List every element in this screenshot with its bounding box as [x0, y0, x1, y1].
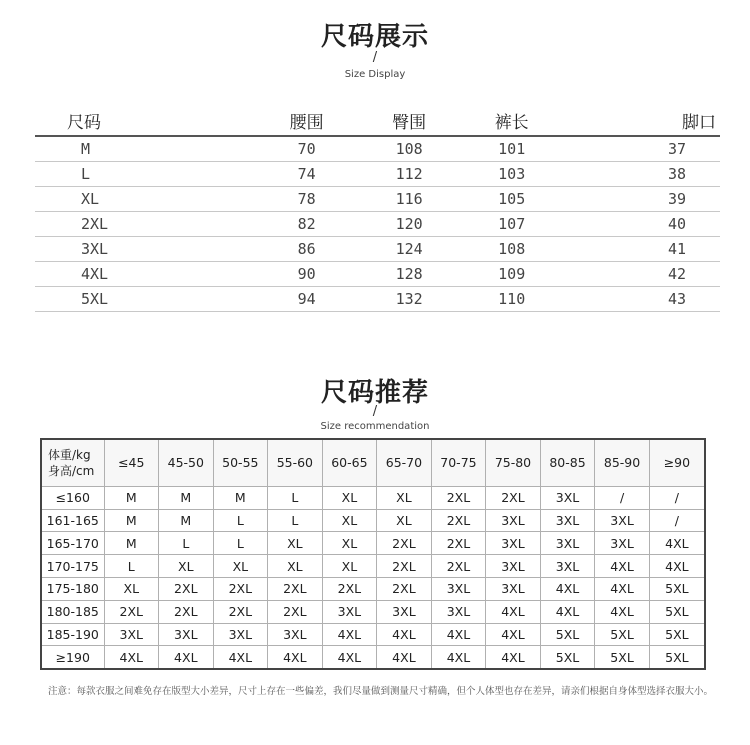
size-recommend-cell: 3XL [486, 555, 541, 578]
column-header: 腰围 [255, 105, 358, 136]
weight-header-cell: ≤45 [104, 440, 159, 486]
table-row [35, 237, 720, 262]
size-recommend-cell: 2XL [431, 555, 486, 578]
measure-cell: 101 [460, 136, 563, 162]
measure-cell: 43 [563, 287, 720, 312]
weight-header-row [42, 440, 704, 486]
size-recommend-cell: L [268, 509, 323, 532]
size-cell: 4XL [35, 262, 255, 287]
height-header-cell: 170-175 [42, 555, 104, 578]
table-row [35, 212, 720, 237]
size-recommend-cell: M [159, 486, 214, 509]
size-recommend-cell: 3XL [540, 486, 595, 509]
measure-cell: 90 [255, 262, 358, 287]
measure-cell: 112 [358, 162, 461, 187]
measure-cell: 37 [563, 136, 720, 162]
measure-cell: 40 [563, 212, 720, 237]
size-recommend-cell: 4XL [322, 623, 377, 646]
weight-header-cell: 65-70 [377, 440, 432, 486]
size-recommend-cell: 5XL [595, 646, 650, 668]
table-header-row [35, 105, 720, 136]
size-recommend-cell: 3XL [540, 532, 595, 555]
size-recommend-cell: 5XL [540, 623, 595, 646]
size-recommend-cell: 2XL [268, 600, 323, 623]
size-display-table [35, 105, 720, 312]
size-recommend-cell: 5XL [649, 578, 704, 601]
size-recommend-cell: 3XL [595, 532, 650, 555]
weight-header-cell: 60-65 [322, 440, 377, 486]
size-recommend-cell: M [159, 509, 214, 532]
size-recommend-cell: 5XL [649, 623, 704, 646]
size-recommend-cell: XL [104, 578, 159, 601]
size-recommend-cell: XL [322, 486, 377, 509]
measure-cell: 39 [563, 187, 720, 212]
height-header-cell: 175-180 [42, 578, 104, 601]
size-recommend-cell: XL [268, 555, 323, 578]
size-recommend-cell: 2XL [159, 578, 214, 601]
size-recommend-cell: 4XL [104, 646, 159, 668]
size-recommend-cell: 4XL [595, 600, 650, 623]
size-recommend-cell: M [104, 532, 159, 555]
size-recommend-cell: 4XL [649, 532, 704, 555]
measure-cell: 42 [563, 262, 720, 287]
size-recommend-cell: 4XL [377, 646, 432, 668]
size-recommend-cell: XL [268, 532, 323, 555]
size-recommend-cell: 2XL [431, 532, 486, 555]
size-recommend-cell: 2XL [431, 509, 486, 532]
size-note: 注意：每款衣服之间难免存在版型大小差异，尺寸上存在一些偏差，我们尽量做到测量尺寸精确，但个人体型也存在差异，请亲们根据自身体型选择衣服大小。 [48, 686, 714, 697]
size-recommend-cell: M [104, 486, 159, 509]
size-recommend-cell: XL [322, 509, 377, 532]
size-recommend-cell: 2XL [104, 600, 159, 623]
measure-cell: 128 [358, 262, 461, 287]
table-row [42, 555, 704, 578]
size-recommend-cell: M [104, 509, 159, 532]
size-recommend-cell: 3XL [159, 623, 214, 646]
size-recommend-cell: XL [322, 555, 377, 578]
size-recommend-cell: XL [322, 532, 377, 555]
size-recommend-cell: XL [377, 486, 432, 509]
size-recommend-cell: / [649, 509, 704, 532]
column-header: 臀围 [358, 105, 461, 136]
size-recommend-cell: 3XL [377, 600, 432, 623]
measure-cell: 132 [358, 287, 461, 312]
size-recommend-cell: 3XL [104, 623, 159, 646]
weight-header-cell: 80-85 [540, 440, 595, 486]
table-row [42, 600, 704, 623]
size-cell: 2XL [35, 212, 255, 237]
size-recommend-cell: 4XL [322, 646, 377, 668]
weight-header-cell: 70-75 [431, 440, 486, 486]
weight-header-cell: ≥90 [649, 440, 704, 486]
size-recommend-cell: XL [377, 509, 432, 532]
size-recommend-cell: 2XL [431, 486, 486, 509]
size-recommend-cell: XL [213, 555, 268, 578]
height-header-cell: ≥190 [42, 646, 104, 668]
table-row [42, 578, 704, 601]
measure-cell: 103 [460, 162, 563, 187]
size-recommend-cell: 4XL [486, 600, 541, 623]
table-row [42, 646, 704, 668]
size-recommend-cell: 2XL [268, 578, 323, 601]
measure-cell: 110 [460, 287, 563, 312]
table-row [42, 532, 704, 555]
size-recommend-subtitle: Size recommendation [320, 421, 430, 432]
size-cell: M [35, 136, 255, 162]
measure-cell: 116 [358, 187, 461, 212]
size-recommend-cell: 5XL [595, 623, 650, 646]
measure-cell: 38 [563, 162, 720, 187]
size-recommend-cell: 4XL [595, 555, 650, 578]
measure-cell: 107 [460, 212, 563, 237]
size-recommend-cell: 3XL [486, 532, 541, 555]
weight-header-cell: 45-50 [159, 440, 214, 486]
size-recommend-cell: / [649, 486, 704, 509]
table-row [35, 287, 720, 312]
size-recommend-cell: 3XL [322, 600, 377, 623]
table-row [35, 136, 720, 162]
size-recommend-cell: L [268, 486, 323, 509]
height-header-cell: 165-170 [42, 532, 104, 555]
size-cell: L [35, 162, 255, 187]
table-row [42, 623, 704, 646]
size-recommend-cell: 3XL [268, 623, 323, 646]
size-recommend-cell: 3XL [486, 509, 541, 532]
measure-cell: 105 [460, 187, 563, 212]
size-recommend-title: 尺码推荐 [320, 378, 429, 408]
size-recommend-cell: 3XL [540, 509, 595, 532]
size-recommend-table [42, 440, 704, 668]
column-header: 脚口 [563, 105, 720, 136]
table-row [42, 509, 704, 532]
size-recommend-cell: 5XL [649, 646, 704, 668]
measure-cell: 78 [255, 187, 358, 212]
height-header-cell: ≤160 [42, 486, 104, 509]
size-recommend-cell: 3XL [486, 578, 541, 601]
column-header: 裤长 [460, 105, 563, 136]
size-display-slash: / [372, 50, 378, 65]
size-recommend-cell: L [104, 555, 159, 578]
size-recommend-cell: 2XL [322, 578, 377, 601]
height-header-cell: 180-185 [42, 600, 104, 623]
measure-cell: 94 [255, 287, 358, 312]
size-recommend-cell: 4XL [540, 578, 595, 601]
size-recommend-cell: L [159, 532, 214, 555]
measure-cell: 120 [358, 212, 461, 237]
size-recommend-cell: 4XL [595, 578, 650, 601]
size-recommend-table-frame [40, 438, 706, 670]
measure-cell: 108 [460, 237, 563, 262]
size-recommend-cell: 4XL [649, 555, 704, 578]
size-cell: 5XL [35, 287, 255, 312]
size-recommend-cell: L [213, 509, 268, 532]
column-header: 尺码 [35, 105, 255, 136]
size-recommend-cell: / [595, 486, 650, 509]
size-display-subtitle: Size Display [344, 69, 406, 80]
table-row [35, 262, 720, 287]
size-cell: 3XL [35, 237, 255, 262]
size-recommend-cell: 3XL [213, 623, 268, 646]
weight-axis-label: 体重/kg [48, 447, 91, 462]
weight-header-cell: 50-55 [213, 440, 268, 486]
size-recommend-cell: 2XL [377, 532, 432, 555]
size-recommend-slash: / [372, 404, 378, 419]
size-recommend-cell: 5XL [540, 646, 595, 668]
size-recommend-cell: 4XL [431, 646, 486, 668]
size-recommend-cell: 2XL [213, 578, 268, 601]
table-row [35, 187, 720, 212]
size-recommend-cell: 4XL [486, 623, 541, 646]
size-recommend-cell: 2XL [377, 578, 432, 601]
measure-cell: 124 [358, 237, 461, 262]
size-cell: XL [35, 187, 255, 212]
table-row [35, 162, 720, 187]
height-axis-label: 身高/cm [48, 463, 95, 478]
table-row [42, 486, 704, 509]
size-recommend-cell: 4XL [213, 646, 268, 668]
size-recommend-cell: 3XL [595, 509, 650, 532]
size-recommend-cell: 2XL [213, 600, 268, 623]
size-recommend-cell: M [213, 486, 268, 509]
size-recommend-cell: 4XL [486, 646, 541, 668]
size-recommend-cell: 4XL [377, 623, 432, 646]
size-recommend-cell: 3XL [431, 600, 486, 623]
size-recommend-cell: 5XL [649, 600, 704, 623]
measure-cell: 109 [460, 262, 563, 287]
size-recommend-cell: 4XL [268, 646, 323, 668]
size-recommend-cell: L [213, 532, 268, 555]
height-header-cell: 185-190 [42, 623, 104, 646]
weight-header-cell: 75-80 [486, 440, 541, 486]
corner-header [42, 440, 104, 486]
measure-cell: 82 [255, 212, 358, 237]
weight-header-cell: 85-90 [595, 440, 650, 486]
size-recommend-cell: 3XL [540, 555, 595, 578]
size-recommend-cell: 2XL [159, 600, 214, 623]
size-recommend-cell: 2XL [486, 486, 541, 509]
height-header-cell: 161-165 [42, 509, 104, 532]
size-recommend-cell: 4XL [159, 646, 214, 668]
measure-cell: 74 [255, 162, 358, 187]
measure-cell: 41 [563, 237, 720, 262]
size-recommend-cell: XL [159, 555, 214, 578]
size-display-title: 尺码展示 [320, 22, 429, 52]
measure-cell: 86 [255, 237, 358, 262]
size-recommend-cell: 4XL [540, 600, 595, 623]
measure-cell: 108 [358, 136, 461, 162]
measure-cell: 70 [255, 136, 358, 162]
size-recommend-cell: 3XL [431, 578, 486, 601]
size-recommend-cell: 4XL [431, 623, 486, 646]
size-recommend-cell: 2XL [377, 555, 432, 578]
weight-header-cell: 55-60 [268, 440, 323, 486]
